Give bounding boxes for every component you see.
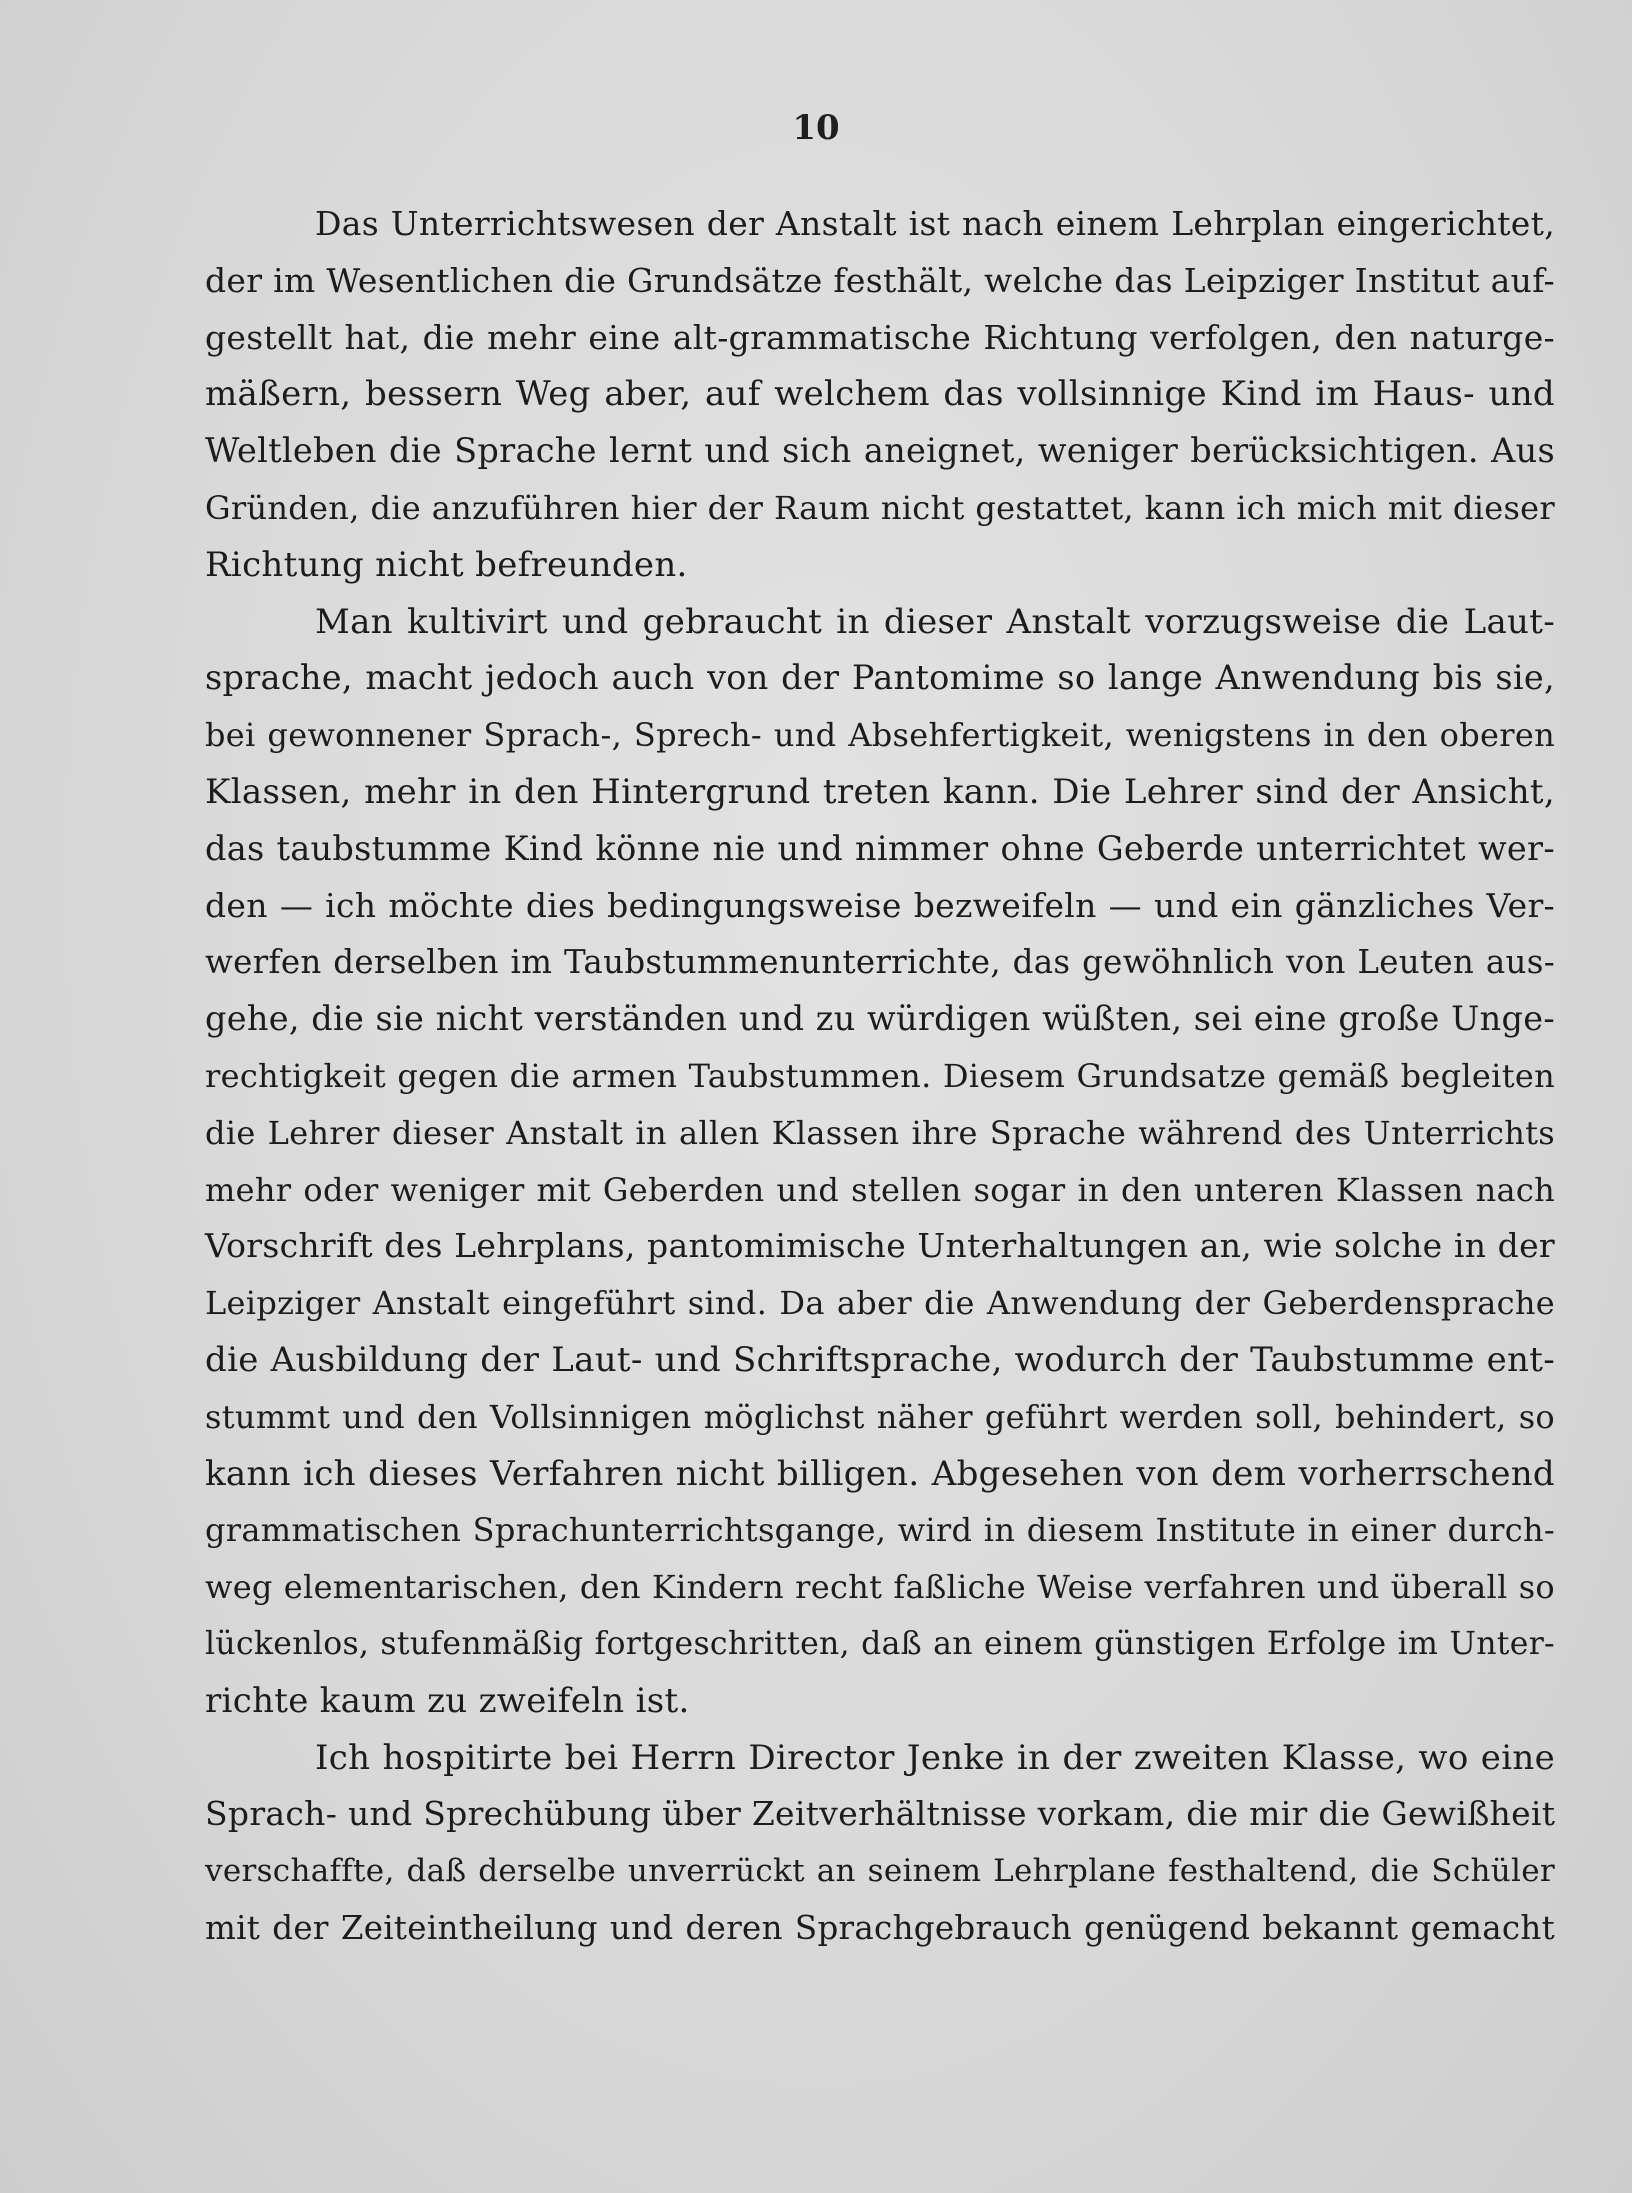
text-line: Leipziger Anstalt eingeführt sind. Da aber die Anwendung der Geberdensprache	[205, 1284, 1555, 1323]
text-line: Vorschrift des Lehrplans, pantomimische Unterhaltungen an, wie solche in der	[205, 1226, 1555, 1266]
text-line: mehr oder weniger mit Geberden und stellen sogar in den unteren Klassen nach	[205, 1170, 1555, 1209]
text-line: stummt und den Vollsinnigen möglichst näher geführt werden soll, behindert, so	[205, 1397, 1555, 1436]
text-line: der im Wesentlichen die Grundsätze festhält, welche das Leipziger Institut auf-	[205, 260, 1555, 300]
text-line: Ich hospitirte bei Herrn Director Jenke in der zweiten Klasse, wo eine	[315, 1737, 1555, 1778]
text-line: richte kaum zu zweifeln ist.	[205, 1680, 690, 1721]
paragraph-3	[205, 1730, 1555, 1957]
text-line: Man kultivirt und gebraucht in dieser Anstalt vorzugsweise die Laut-	[315, 601, 1555, 642]
text-line: grammatischen Sprachunterrichtsgange, wird in diesem Institute in einer durch-	[205, 1511, 1555, 1550]
text-line: werfen derselben im Taubstummenunterrichte, das gewöhnlich von Leuten aus-	[205, 943, 1555, 982]
text-line: Richtung nicht befreunden.	[205, 544, 688, 585]
page-number: 10	[792, 108, 840, 148]
text-line: mäßern, bessern Weg aber, auf welchem das vollsinnige Kind im Haus- und	[205, 374, 1555, 415]
text-line: Weltleben die Sprache lernt und sich aneignet, weniger berücksichtigen. Aus	[205, 431, 1555, 471]
text-line: lückenlos, stufenmäßig fortgeschritten, daß an einem günstigen Erfolge im Unter-	[205, 1625, 1555, 1662]
text-line: Gründen, die anzuführen hier der Raum nicht gestattet, kann ich mich mit dieser	[205, 488, 1555, 527]
text-line: die Lehrer dieser Anstalt in allen Klassen ihre Sprache während des Unterrichts	[205, 1113, 1555, 1152]
text-line: gestellt hat, die mehr eine alt-grammatische Richtung verfolgen, den naturge-	[205, 317, 1555, 357]
text-line: Klassen, mehr in den Hintergrund treten kann. Die Lehrer sind der Ansicht,	[205, 771, 1555, 812]
text-line: Sprach- und Sprechübung über Zeitverhältnisse vorkam, die mir die Gewißheit	[205, 1794, 1556, 1834]
text-line: die Ausbildung der Laut- und Schriftsprache, wodurch der Taubstumme ent-	[205, 1339, 1555, 1380]
text-line: rechtigkeit gegen die armen Taubstummen. Diesem Grundsatze gemäß begleiten	[205, 1056, 1555, 1095]
text-line: verschaffte, daß derselbe unverrückt an seinem Lehrplane festhaltend, die Schüler	[205, 1853, 1555, 1890]
text-line: gehe, die sie nicht verständen und zu würdigen wüßten, sei eine große Unge-	[205, 999, 1555, 1039]
text-line: den — ich möchte dies bedingungsweise bezweifeln — und ein gänzliches Ver-	[205, 885, 1555, 925]
text-line: weg elementarischen, den Kindern recht faßliche Weise verfahren und überall so	[205, 1568, 1555, 1607]
text-line: kann ich dieses Verfahren nicht billigen. Abgesehen von dem vorherrschend	[205, 1453, 1555, 1494]
text-line: Das Unterrichtswesen der Anstalt ist nach einem Lehrplan eingerichtet,	[315, 204, 1555, 243]
body-text	[205, 196, 1555, 1957]
text-line: mit der Zeiteintheilung und deren Sprachgebrauch genügend bekannt gemacht	[205, 1908, 1555, 1947]
paragraph-1	[205, 196, 1555, 594]
text-line: bei gewonnener Sprach-, Sprech- und Absehfertigkeit, wenigstens in den oberen	[205, 716, 1555, 755]
text-line: sprache, macht jedoch auch von der Pantomime so lange Anwendung bis sie,	[205, 658, 1555, 698]
text-line: das taubstumme Kind könne nie und nimmer ohne Geberde unterrichtet wer-	[205, 828, 1555, 868]
paragraph-2	[205, 594, 1555, 1730]
